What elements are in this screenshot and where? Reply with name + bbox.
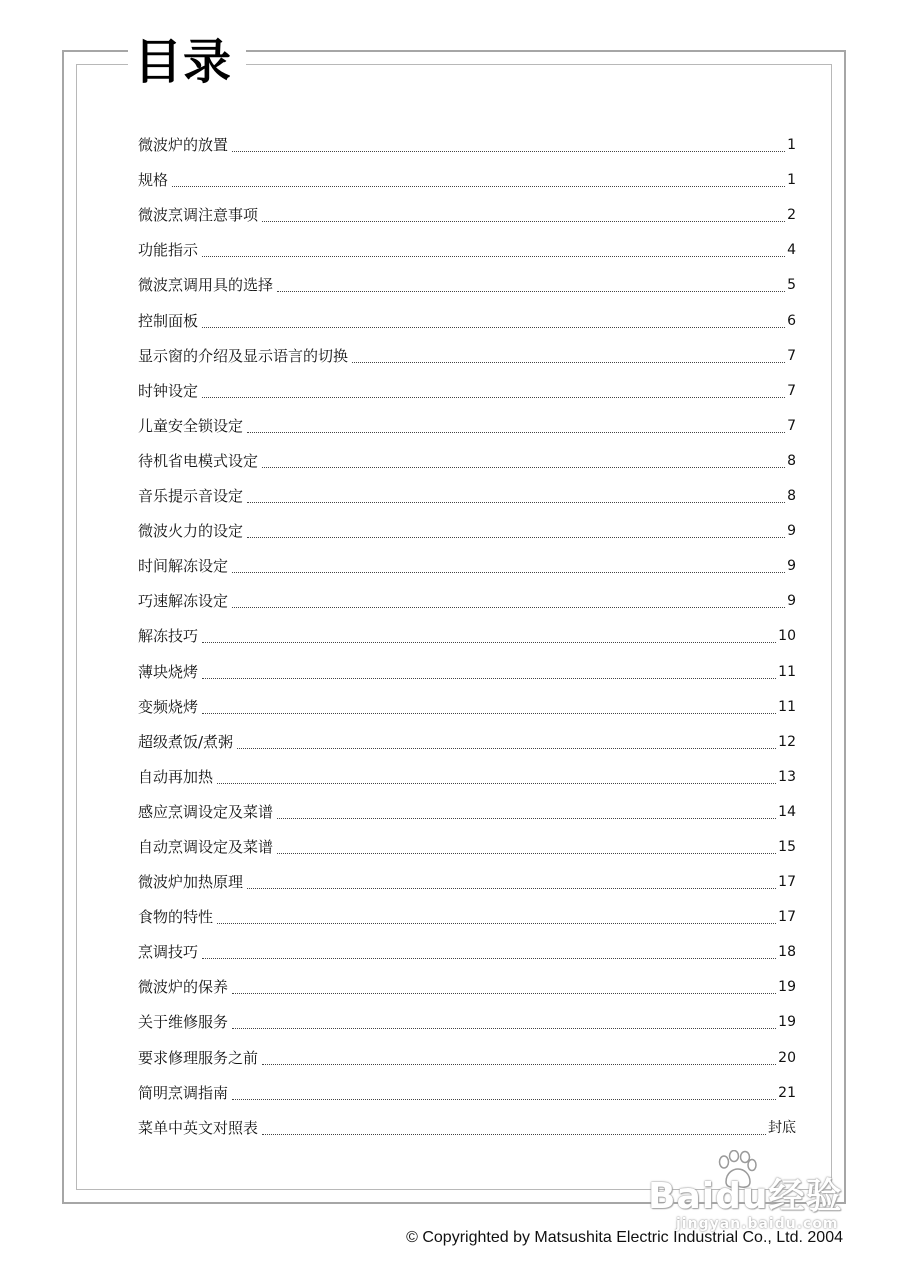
toc-entry <box>138 760 796 795</box>
toc-entry <box>138 1076 796 1111</box>
toc-entry <box>138 198 796 233</box>
toc-entry <box>138 374 796 409</box>
toc-entry-page: 7 <box>787 417 796 434</box>
toc-entry-page: 13 <box>778 768 796 785</box>
toc-entry-page: 17 <box>778 874 796 891</box>
toc-entry <box>138 1005 796 1040</box>
toc-entry-label: 微波炉的放置 <box>138 136 229 155</box>
toc-entry-page: 18 <box>778 944 796 961</box>
toc-entry-label: 微波炉加热原理 <box>138 873 244 892</box>
toc-entry-page: 12 <box>778 733 796 750</box>
toc-entry <box>138 514 796 549</box>
toc-entry <box>138 128 796 163</box>
toc-entry-label: 规格 <box>138 171 169 190</box>
toc-entry <box>138 163 796 198</box>
toc-leader-dots <box>277 817 776 819</box>
toc-entry-page: 14 <box>778 803 796 820</box>
toc-entry-page: 9 <box>787 593 796 610</box>
toc-entry-label: 时间解冻设定 <box>138 557 229 576</box>
table-of-contents <box>138 128 796 1146</box>
toc-leader-dots <box>237 747 776 749</box>
toc-entry-page: 19 <box>778 1014 796 1031</box>
toc-entry-label: 微波火力的设定 <box>138 522 244 541</box>
toc-entry <box>138 268 796 303</box>
toc-entry-label: 时钟设定 <box>138 381 199 400</box>
toc-leader-dots <box>202 957 776 959</box>
toc-entry-label: 待机省电模式设定 <box>138 451 259 470</box>
toc-entry-label: 巧速解冻设定 <box>138 592 229 611</box>
title-block <box>128 28 246 98</box>
toc-entry <box>138 830 796 865</box>
toc-entry-label: 儿童安全锁设定 <box>138 416 244 435</box>
toc-entry-page: 5 <box>787 277 796 294</box>
toc-leader-dots <box>217 922 776 924</box>
toc-entry-label: 显示窗的介绍及显示语言的切换 <box>138 346 349 365</box>
toc-entry <box>138 654 796 689</box>
toc-entry <box>138 303 796 338</box>
toc-leader-dots <box>232 1027 776 1029</box>
toc-entry-page: 封底 <box>768 1119 796 1136</box>
watermark <box>640 1150 860 1240</box>
toc-leader-dots <box>277 290 785 292</box>
toc-leader-dots <box>247 887 776 889</box>
toc-entry-label: 自动烹调设定及菜谱 <box>138 837 274 856</box>
toc-entry-page: 6 <box>787 312 796 329</box>
toc-entry-page: 4 <box>787 242 796 259</box>
toc-entry-page: 15 <box>778 838 796 855</box>
toc-leader-dots <box>232 150 785 152</box>
toc-entry <box>138 584 796 619</box>
toc-leader-dots <box>352 361 785 363</box>
toc-entry-label: 微波烹调用具的选择 <box>138 276 274 295</box>
toc-entry <box>138 479 796 514</box>
toc-leader-dots <box>232 992 776 994</box>
toc-entry-label: 菜单中英文对照表 <box>138 1118 259 1137</box>
toc-entry-label: 微波炉的保养 <box>138 978 229 997</box>
toc-entry-page: 19 <box>778 979 796 996</box>
toc-entry-page: 11 <box>778 698 796 715</box>
toc-leader-dots <box>202 255 785 257</box>
page-title: 目录 <box>134 34 233 90</box>
toc-entry-label: 微波烹调注意事项 <box>138 206 259 225</box>
toc-entry-page: 9 <box>787 558 796 575</box>
toc-leader-dots <box>277 852 776 854</box>
toc-leader-dots <box>202 712 776 714</box>
toc-entry <box>138 1111 796 1146</box>
toc-entry-page: 20 <box>778 1049 796 1066</box>
toc-entry <box>138 725 796 760</box>
toc-entry-page: 8 <box>787 452 796 469</box>
toc-leader-dots <box>262 1133 766 1135</box>
toc-entry-label: 关于维修服务 <box>138 1013 229 1032</box>
toc-entry <box>138 1040 796 1075</box>
toc-entry-page: 7 <box>787 347 796 364</box>
toc-entry <box>138 795 796 830</box>
toc-entry <box>138 339 796 374</box>
toc-entry <box>138 233 796 268</box>
watermark-url: jingyan.baidu.com <box>676 1216 839 1232</box>
toc-entry-page: 2 <box>787 207 796 224</box>
toc-leader-dots <box>262 220 785 222</box>
watermark-text: Baidu经验 <box>648 1176 843 1217</box>
toc-entry-page: 17 <box>778 909 796 926</box>
toc-leader-dots <box>172 185 785 187</box>
toc-entry-label: 食物的特性 <box>138 908 214 927</box>
toc-leader-dots <box>202 326 785 328</box>
toc-leader-dots <box>202 641 776 643</box>
toc-entry-label: 简明烹调指南 <box>138 1083 229 1102</box>
toc-entry-page: 10 <box>778 628 796 645</box>
copyright-notice: © Copyrighted by Matsushita Electric Industrial Co., Ltd. 2004 <box>406 1229 843 1246</box>
toc-entry-label: 控制面板 <box>138 311 199 330</box>
toc-leader-dots <box>202 396 785 398</box>
toc-entry <box>138 549 796 584</box>
toc-entry-page: 1 <box>787 172 796 189</box>
toc-entry-page: 8 <box>787 488 796 505</box>
toc-leader-dots <box>232 1098 776 1100</box>
toc-entry-page: 9 <box>787 523 796 540</box>
toc-entry <box>138 865 796 900</box>
toc-leader-dots <box>202 677 776 679</box>
toc-leader-dots <box>262 466 785 468</box>
toc-leader-dots <box>247 536 785 538</box>
toc-entry <box>138 619 796 654</box>
toc-entry <box>138 900 796 935</box>
toc-entry-label: 功能指示 <box>138 241 199 260</box>
toc-entry-page: 21 <box>778 1084 796 1101</box>
toc-leader-dots <box>232 571 785 573</box>
toc-leader-dots <box>262 1063 776 1065</box>
toc-entry-page: 1 <box>787 137 796 154</box>
toc-entry-label: 感应烹调设定及菜谱 <box>138 802 274 821</box>
toc-leader-dots <box>232 606 785 608</box>
toc-leader-dots <box>247 501 785 503</box>
toc-entry-page: 11 <box>778 663 796 680</box>
toc-entry-label: 烹调技巧 <box>138 943 199 962</box>
toc-entry-label: 要求修理服务之前 <box>138 1048 259 1067</box>
toc-entry <box>138 409 796 444</box>
toc-entry-label: 解冻技巧 <box>138 627 199 646</box>
toc-entry <box>138 935 796 970</box>
toc-entry-label: 变频烧烤 <box>138 697 199 716</box>
toc-entry-label: 自动再加热 <box>138 767 214 786</box>
toc-entry-label: 薄块烧烤 <box>138 662 199 681</box>
toc-entry <box>138 444 796 479</box>
toc-entry <box>138 970 796 1005</box>
toc-entry-label: 超级煮饭/煮粥 <box>138 732 234 751</box>
toc-entry-page: 7 <box>787 382 796 399</box>
toc-leader-dots <box>247 431 785 433</box>
toc-leader-dots <box>217 782 776 784</box>
toc-entry-label: 音乐提示音设定 <box>138 487 244 506</box>
toc-entry <box>138 690 796 725</box>
